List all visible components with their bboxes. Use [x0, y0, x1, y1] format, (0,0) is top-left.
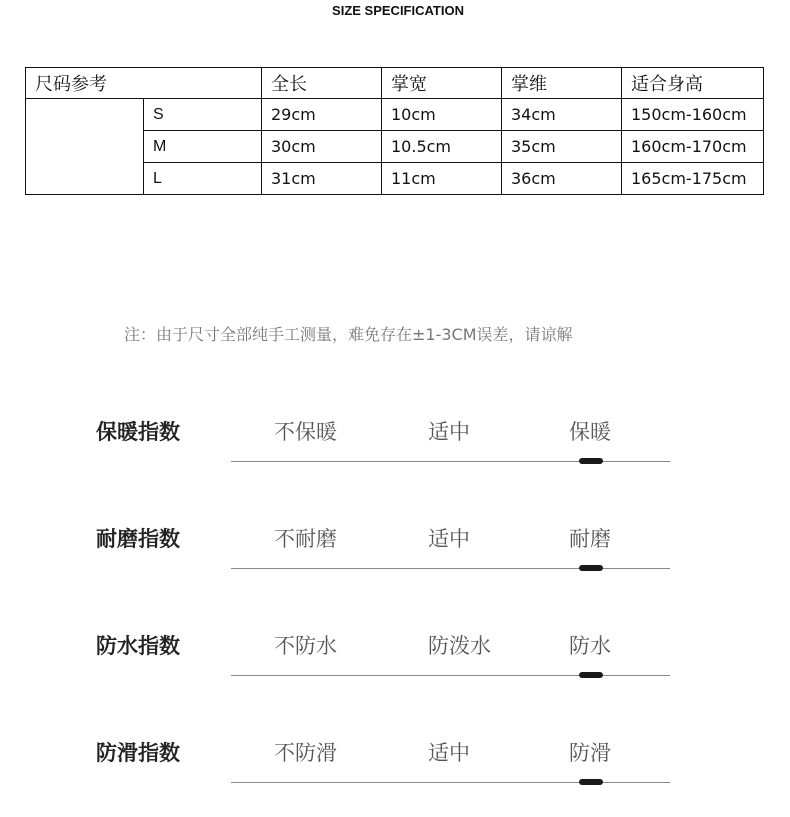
index-scale-line: [231, 568, 670, 569]
index-scale-line: [231, 675, 670, 676]
palm-width-cell: 10cm: [382, 99, 502, 131]
index-option-high: 耐磨: [569, 527, 611, 551]
size-cell: L: [144, 163, 262, 195]
index-level-marker: [579, 779, 603, 785]
length-cell: 31cm: [262, 163, 382, 195]
palm-width-cell: 11cm: [382, 163, 502, 195]
waterproof-index: [0, 630, 790, 710]
index-label: 防滑指数: [96, 741, 180, 765]
index-option-low: 不防滑: [274, 741, 337, 765]
index-level-marker: [579, 672, 603, 678]
index-option-low: 不保暖: [274, 420, 337, 444]
page-title: SIZE SPECIFICATION: [332, 3, 464, 18]
index-level-marker: [579, 565, 603, 571]
index-label: 保暖指数: [96, 420, 180, 444]
palm-width-cell: 10.5cm: [382, 131, 502, 163]
index-option-low: 不防水: [274, 634, 337, 658]
height-cell: 150cm-160cm: [622, 99, 764, 131]
height-cell: 165cm-175cm: [622, 163, 764, 195]
table-row: [26, 99, 764, 131]
blank-cell: [26, 99, 144, 195]
index-option-mid: 防泼水: [428, 634, 491, 658]
index-option-high: 保暖: [569, 420, 611, 444]
antislip-index: [0, 737, 790, 817]
index-scale-line: [231, 461, 670, 462]
size-table: [25, 67, 764, 195]
measurement-note: 注：由于尺寸全部纯手工测量，难免存在±1-3CM误差，请谅解: [124, 325, 573, 344]
index-level-marker: [579, 458, 603, 464]
palm-girth-cell: 35cm: [502, 131, 622, 163]
index-option-mid: 适中: [428, 527, 470, 551]
length-cell: 30cm: [262, 131, 382, 163]
index-scale-line: [231, 782, 670, 783]
size-cell: S: [144, 99, 262, 131]
palm-girth-cell: 36cm: [502, 163, 622, 195]
length-cell: 29cm: [262, 99, 382, 131]
index-option-mid: 适中: [428, 420, 470, 444]
header-length: 全长: [262, 68, 382, 99]
palm-girth-cell: 34cm: [502, 99, 622, 131]
header-size-reference: 尺码参考: [26, 68, 262, 99]
table-header-row: [26, 68, 764, 99]
size-cell: M: [144, 131, 262, 163]
index-option-low: 不耐磨: [274, 527, 337, 551]
warmth-index: [0, 416, 790, 496]
header-palm-width: 掌宽: [382, 68, 502, 99]
index-option-high: 防滑: [569, 741, 611, 765]
header-suitable-height: 适合身高: [622, 68, 764, 99]
height-cell: 160cm-170cm: [622, 131, 764, 163]
abrasion-index: [0, 523, 790, 603]
index-option-mid: 适中: [428, 741, 470, 765]
index-label: 耐磨指数: [96, 527, 180, 551]
header-palm-girth: 掌维: [502, 68, 622, 99]
index-option-high: 防水: [569, 634, 611, 658]
index-label: 防水指数: [96, 634, 180, 658]
